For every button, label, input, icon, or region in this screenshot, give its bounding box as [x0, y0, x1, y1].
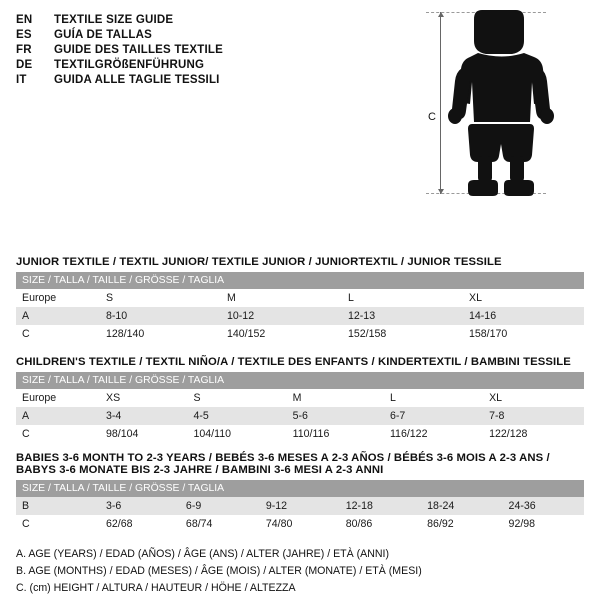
table-row [16, 325, 584, 343]
cell: 68/74 [180, 515, 260, 533]
cell: 140/152 [221, 325, 342, 343]
row-label: C [16, 325, 100, 343]
height-arrow [440, 12, 442, 194]
cell: 12-18 [340, 497, 421, 515]
language-title: TEXTILE SIZE GUIDE [54, 14, 174, 26]
table-row [16, 497, 584, 515]
cell: 5-6 [287, 407, 384, 425]
cell: XL [483, 389, 584, 407]
size-header-label: SIZE / TALLA / TAILLE / GRÖSSE / TAGLIA [16, 272, 584, 289]
table-row [16, 425, 584, 443]
row-label: A [16, 407, 100, 425]
size-header-label: SIZE / TALLA / TAILLE / GRÖSSE / TAGLIA [16, 480, 584, 497]
cell: M [221, 289, 342, 307]
height-label: C [428, 111, 436, 123]
cell: 24-36 [503, 497, 584, 515]
cell: XS [100, 389, 187, 407]
cell: 110/116 [287, 425, 384, 443]
legend-item-height: C. (cm) HEIGHT / ALTURA / HAUTEUR / HÖHE / ALTEZZA [16, 582, 296, 595]
section-title-line1: BABIES 3-6 MONTH TO 2-3 YEARS / BEBÉS 3-6 MESES A 2-3 AÑOS / BÉBÉS 3-6 MOIS A 2-3 ANS / [16, 452, 550, 464]
section-title [16, 452, 584, 476]
table-row [16, 389, 584, 407]
cell: S [187, 389, 286, 407]
cell: S [100, 289, 221, 307]
section-title: JUNIOR TEXTILE / TEXTIL JUNIOR/ TEXTILE JUNIOR / JUNIORTEXTIL / JUNIOR TESSILE [16, 256, 502, 268]
cell: 10-12 [221, 307, 342, 325]
row-label: C [16, 425, 100, 443]
cell: 6-9 [180, 497, 260, 515]
row-label: C [16, 515, 100, 533]
cell: L [342, 289, 463, 307]
legend-item-age-years: A. AGE (YEARS) / EDAD (AÑOS) / ÂGE (ANS) / ALTER (JAHRE) / ETÀ (ANNI) [16, 548, 389, 560]
cell: 122/128 [483, 425, 584, 443]
cell: 12-13 [342, 307, 463, 325]
section-title-line2: BABYS 3-6 MONATE BIS 2-3 JAHRE / BAMBINI 3-6 MESI A 2-3 ANNI [16, 464, 384, 476]
cell: 92/98 [503, 515, 584, 533]
table-row [16, 289, 584, 307]
row-label: Europe [16, 389, 100, 407]
language-code: EN [16, 14, 33, 26]
table-row [16, 407, 584, 425]
row-label: A [16, 307, 100, 325]
language-code: FR [16, 44, 32, 56]
toddler-silhouette-icon [448, 6, 558, 198]
cell: 4-5 [187, 407, 286, 425]
language-code: DE [16, 59, 33, 71]
cell: 6-7 [384, 407, 483, 425]
cell: 62/68 [100, 515, 180, 533]
language-title: GUIDE DES TAILLES TEXTILE [54, 44, 223, 56]
cell: 8-10 [100, 307, 221, 325]
cell: 116/122 [384, 425, 483, 443]
cell: 3-6 [100, 497, 180, 515]
cell: 158/170 [463, 325, 584, 343]
junior-size-table [16, 272, 584, 343]
row-label: B [16, 497, 100, 515]
cell: 7-8 [483, 407, 584, 425]
section-title: CHILDREN'S TEXTILE / TEXTIL NIÑO/A / TEXTILE DES ENFANTS / KINDERTEXTIL / BAMBINI TESSILE [16, 356, 571, 368]
cell: 3-4 [100, 407, 187, 425]
cell: 128/140 [100, 325, 221, 343]
section-children [16, 356, 584, 443]
language-code: ES [16, 29, 32, 41]
cell: 86/92 [421, 515, 502, 533]
language-title: GUIDA ALLE TAGLIE TESSILI [54, 74, 220, 86]
cell: 9-12 [260, 497, 340, 515]
cell: 14-16 [463, 307, 584, 325]
table-header-row [16, 480, 584, 497]
cell: 98/104 [100, 425, 187, 443]
cell: 152/158 [342, 325, 463, 343]
babies-size-table [16, 480, 584, 533]
legend [16, 546, 584, 597]
table-header-row [16, 272, 584, 289]
table-row [16, 515, 584, 533]
row-label: Europe [16, 289, 100, 307]
table-row [16, 307, 584, 325]
language-code: IT [16, 74, 27, 86]
size-header-label: SIZE / TALLA / TAILLE / GRÖSSE / TAGLIA [16, 372, 584, 389]
cell: 74/80 [260, 515, 340, 533]
cell: L [384, 389, 483, 407]
table-header-row [16, 372, 584, 389]
cell: 80/86 [340, 515, 421, 533]
legend-item-age-months: B. AGE (MONTHS) / EDAD (MESES) / ÂGE (MOIS) / ALTER (MONATE) / ETÀ (MESI) [16, 565, 422, 578]
language-title: TEXTILGRÖßENFÜHRUNG [54, 59, 205, 71]
cell: 18-24 [421, 497, 502, 515]
section-babies [16, 452, 584, 533]
children-size-table [16, 372, 584, 443]
cell: XL [463, 289, 584, 307]
measurement-figure [412, 6, 582, 201]
section-junior [16, 256, 584, 343]
cell: 104/110 [187, 425, 286, 443]
cell: M [287, 389, 384, 407]
language-title: GUÍA DE TALLAS [54, 29, 152, 41]
